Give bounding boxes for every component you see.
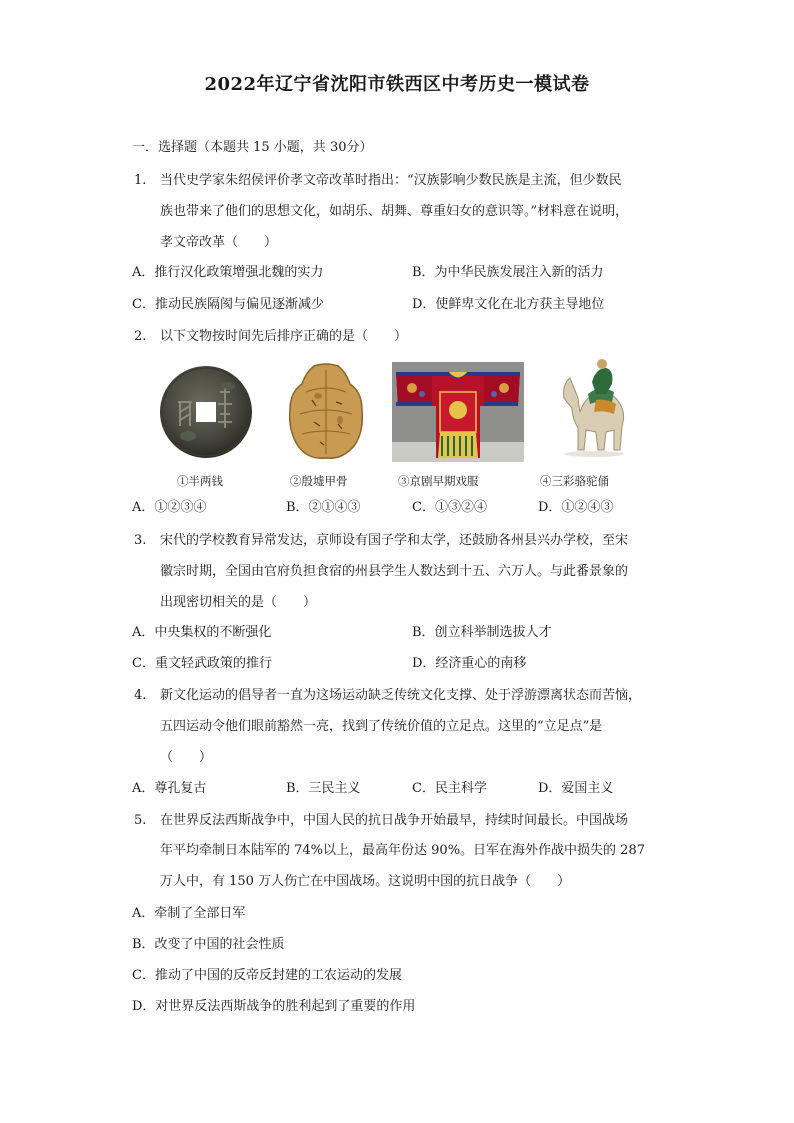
question-number: 3. xyxy=(134,533,147,548)
question-stem-line: （ ） xyxy=(160,750,213,765)
option-b: B．为中华民族发展注入新的活力 xyxy=(412,265,604,280)
question-stem-line: 当代史学家朱绍侯评价孝文帝改革时指出：“汉族影响少数民族是主流，但少数民 xyxy=(160,173,622,188)
image-caption: ④三彩骆驼俑 xyxy=(540,474,609,488)
question-stem-line: 族也带来了他们的思想文化，如胡乐、胡舞、尊重妇女的意识等。”材料意在说明， xyxy=(160,204,629,219)
question-stem-line: 出现密切相关的是（ ） xyxy=(160,595,317,610)
option-b: B．改变了中国的社会性质 xyxy=(132,937,285,952)
option-a: A．尊孔复古 xyxy=(132,781,207,796)
option-c: C．民主科学 xyxy=(412,781,487,796)
half-liang-coin-image xyxy=(158,364,254,460)
option-c: C．推动民族隔阂与偏见逐渐减少 xyxy=(132,297,324,312)
question-stem-line: 以下文物按时间先后排序正确的是（ ） xyxy=(160,329,408,344)
option-d: D．爱国主义 xyxy=(538,781,614,796)
question-number: 5. xyxy=(134,813,147,828)
option-a: A．①②③④ xyxy=(132,500,207,515)
question-stem-line: 五四运动令他们眼前豁然一亮，找到了传统价值的立足点。这里的“立足点”是 xyxy=(160,719,603,734)
oracle-bone-image xyxy=(284,362,368,462)
option-b: B．创立科举制选拔人才 xyxy=(412,625,552,640)
image-caption: ③京剧早期戏服 xyxy=(398,474,479,488)
question-number: 1. xyxy=(134,173,147,188)
option-c: C．重文轻武政策的推行 xyxy=(132,656,272,671)
question-stem-line: 万人中，有 150 万人伤亡在中国战场。这说明中国的抗日战争（ ） xyxy=(160,874,571,889)
question-stem-line: 新文化运动的倡导者一直为这场运动缺乏传统文化支撑、处于浮游漂离状态而苦恼， xyxy=(160,688,642,703)
question-stem-line: 徽宗时期，全国由官府负担食宿的州县学生人数达到十五、六万人。与此番景象的 xyxy=(160,564,629,579)
option-d: D．经济重心的南移 xyxy=(412,656,527,671)
option-a: A．中央集权的不断强化 xyxy=(132,625,272,640)
image-caption: ①半两钱 xyxy=(177,474,223,488)
option-a: A．牵制了全部日军 xyxy=(132,906,246,921)
question-stem-line: 孝文帝改革（ ） xyxy=(160,235,278,250)
question-stem-line: 宋代的学校教育异常发达，京师设有国子学和太学，还鼓励各州县兴办学校，至宋 xyxy=(160,533,629,548)
exam-title: 2022年辽宁省沈阳市铁西区中考历史一模试卷 xyxy=(204,74,590,95)
option-d: D．使鲜卑文化在北方获主导地位 xyxy=(412,297,605,312)
question-number: 4. xyxy=(134,688,147,703)
question-stem-line: 年平均牵制日本陆军的 74%以上，最高年份达 90%。日军在海外作战中损失的 287 xyxy=(160,843,645,858)
option-b: B．三民主义 xyxy=(286,781,361,796)
question-stem-line: 在世界反法西斯战争中，中国人民的抗日战争开始最早，持续时间最长。中国战场 xyxy=(160,813,629,828)
image-caption: ②殷墟甲骨 xyxy=(290,474,348,488)
option-a: A．推行汉化政策增强北魏的实力 xyxy=(132,265,324,280)
option-b: B．②①④③ xyxy=(286,500,361,515)
tricolor-camel-figurine-image xyxy=(556,354,634,462)
option-c: C．①③②④ xyxy=(412,500,487,515)
question-number: 2. xyxy=(134,329,147,344)
section-heading: 一．选择题（本题共 15 小题，共 30分） xyxy=(132,140,373,155)
option-c: C．推动了中国的反帝反封建的工农运动的发展 xyxy=(132,968,402,983)
option-d: D．①②④③ xyxy=(538,500,614,515)
option-d: D．对世界反法西斯战争的胜利起到了重要的作用 xyxy=(132,999,416,1014)
opera-costume-image xyxy=(392,362,524,462)
